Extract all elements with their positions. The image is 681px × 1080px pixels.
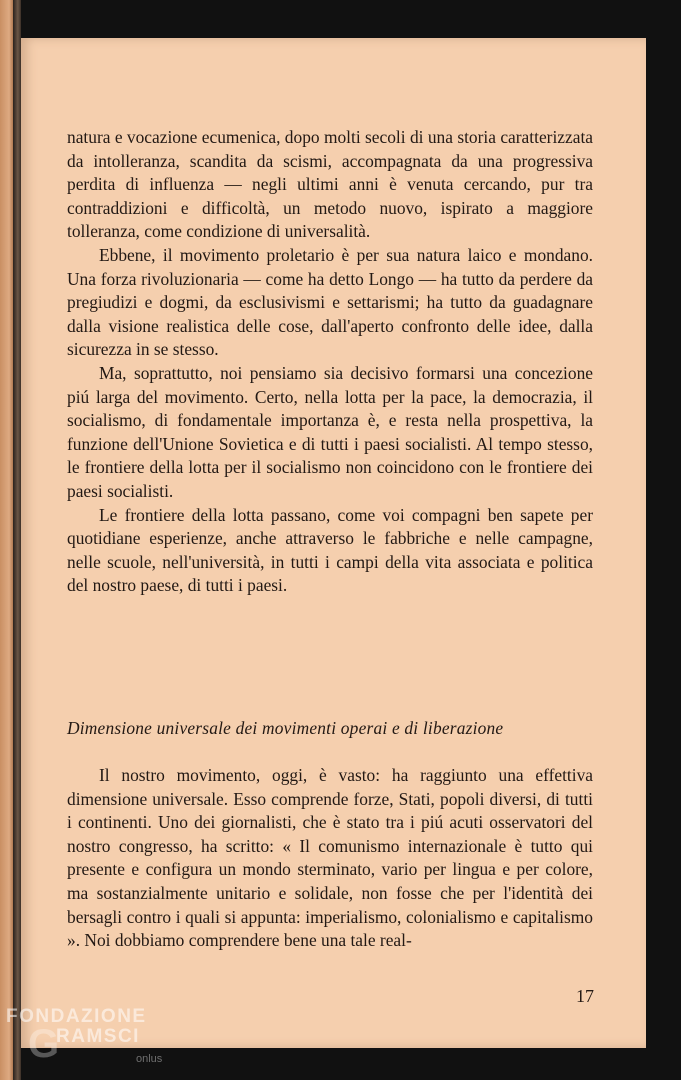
paragraph: Le frontiere della lotta passano, come voi compagni ben sapete per quotidiane esperienze, anche attraverso le fabbriche e nelle campagne, nelle scuole, nell'università, in tutti i campi della vita associata e politica del nostro paese, di tutti i paesi. — [67, 504, 593, 596]
book-page — [21, 38, 646, 1048]
paragraph: natura e vocazione ecumenica, dopo molti secoli di una storia caratterizzata da intolleranza, scandita da scismi, accompagnata da una progressiva perdita di influenza — negli ultimi anni è venuta cercando, pur tra contraddizioni e difficoltà, un metodo nuovo, ispirato a maggiore tolleranza, come condizione di universalità. — [67, 127, 593, 242]
watermark-line2: RAMSCI — [56, 1026, 140, 1047]
section-heading: Dimensione universale dei movimenti operai e di liberazione — [67, 718, 504, 738]
previous-page-edge — [0, 0, 13, 1080]
watermark-letter: G — [28, 1022, 60, 1066]
body-text-bottom — [67, 764, 593, 953]
book-spine — [13, 0, 21, 1080]
page-number: 17 — [576, 986, 594, 1006]
paragraph: Ma, soprattutto, noi pensiamo sia decisivo formarsi una concezione piú larga del movimento. Certo, nella lotta per la pace, la democrazia, il socialismo, di fondamentale importanza è, e resta nella prospettiva, la funzione dell'Unione Sovietica e di tutti i paesi socialisti. Al tempo stesso, le frontiere della lotta per il socialismo non coincidono con le frontiere dei paesi socialisti. — [67, 362, 593, 501]
foundation-watermark-logo — [6, 1006, 181, 1076]
watermark-line1: FONDAZIONE — [6, 1006, 147, 1027]
paragraph: Ebbene, il movimento proletario è per sua natura laico e mondano. Una forza rivoluzionaria — come ha detto Longo — ha tutto da perdere da pregiudizi e dogmi, da esclusivismi e settarismi; ha tutto da guadagnare dalla visione realistica delle cose, dall'aperto confronto delle idee, dalla sicurezza in se stesso. — [67, 244, 593, 360]
body-text-top — [67, 126, 593, 598]
watermark-suffix: onlus — [136, 1053, 163, 1065]
paragraph: Il nostro movimento, oggi, è vasto: ha raggiunto una effettiva dimensione universale. Esso comprende forze, Stati, popoli diversi, di tutti i continenti. Uno dei giornalisti, che è stato tra i piú acuti osservatori del nostro congresso, ha scritto: « Il comunismo internazionale è tutto qui presente e configura un mondo sterminato, vario per lingua e per colore, ma sostanzialmente unitario e solidale, non fosse che per l'identità dei bersagli contro i quali si appunta: imperialismo, colonialismo e capitalismo ». Noi dobbiamo comprendere bene una tale real- — [67, 765, 593, 951]
